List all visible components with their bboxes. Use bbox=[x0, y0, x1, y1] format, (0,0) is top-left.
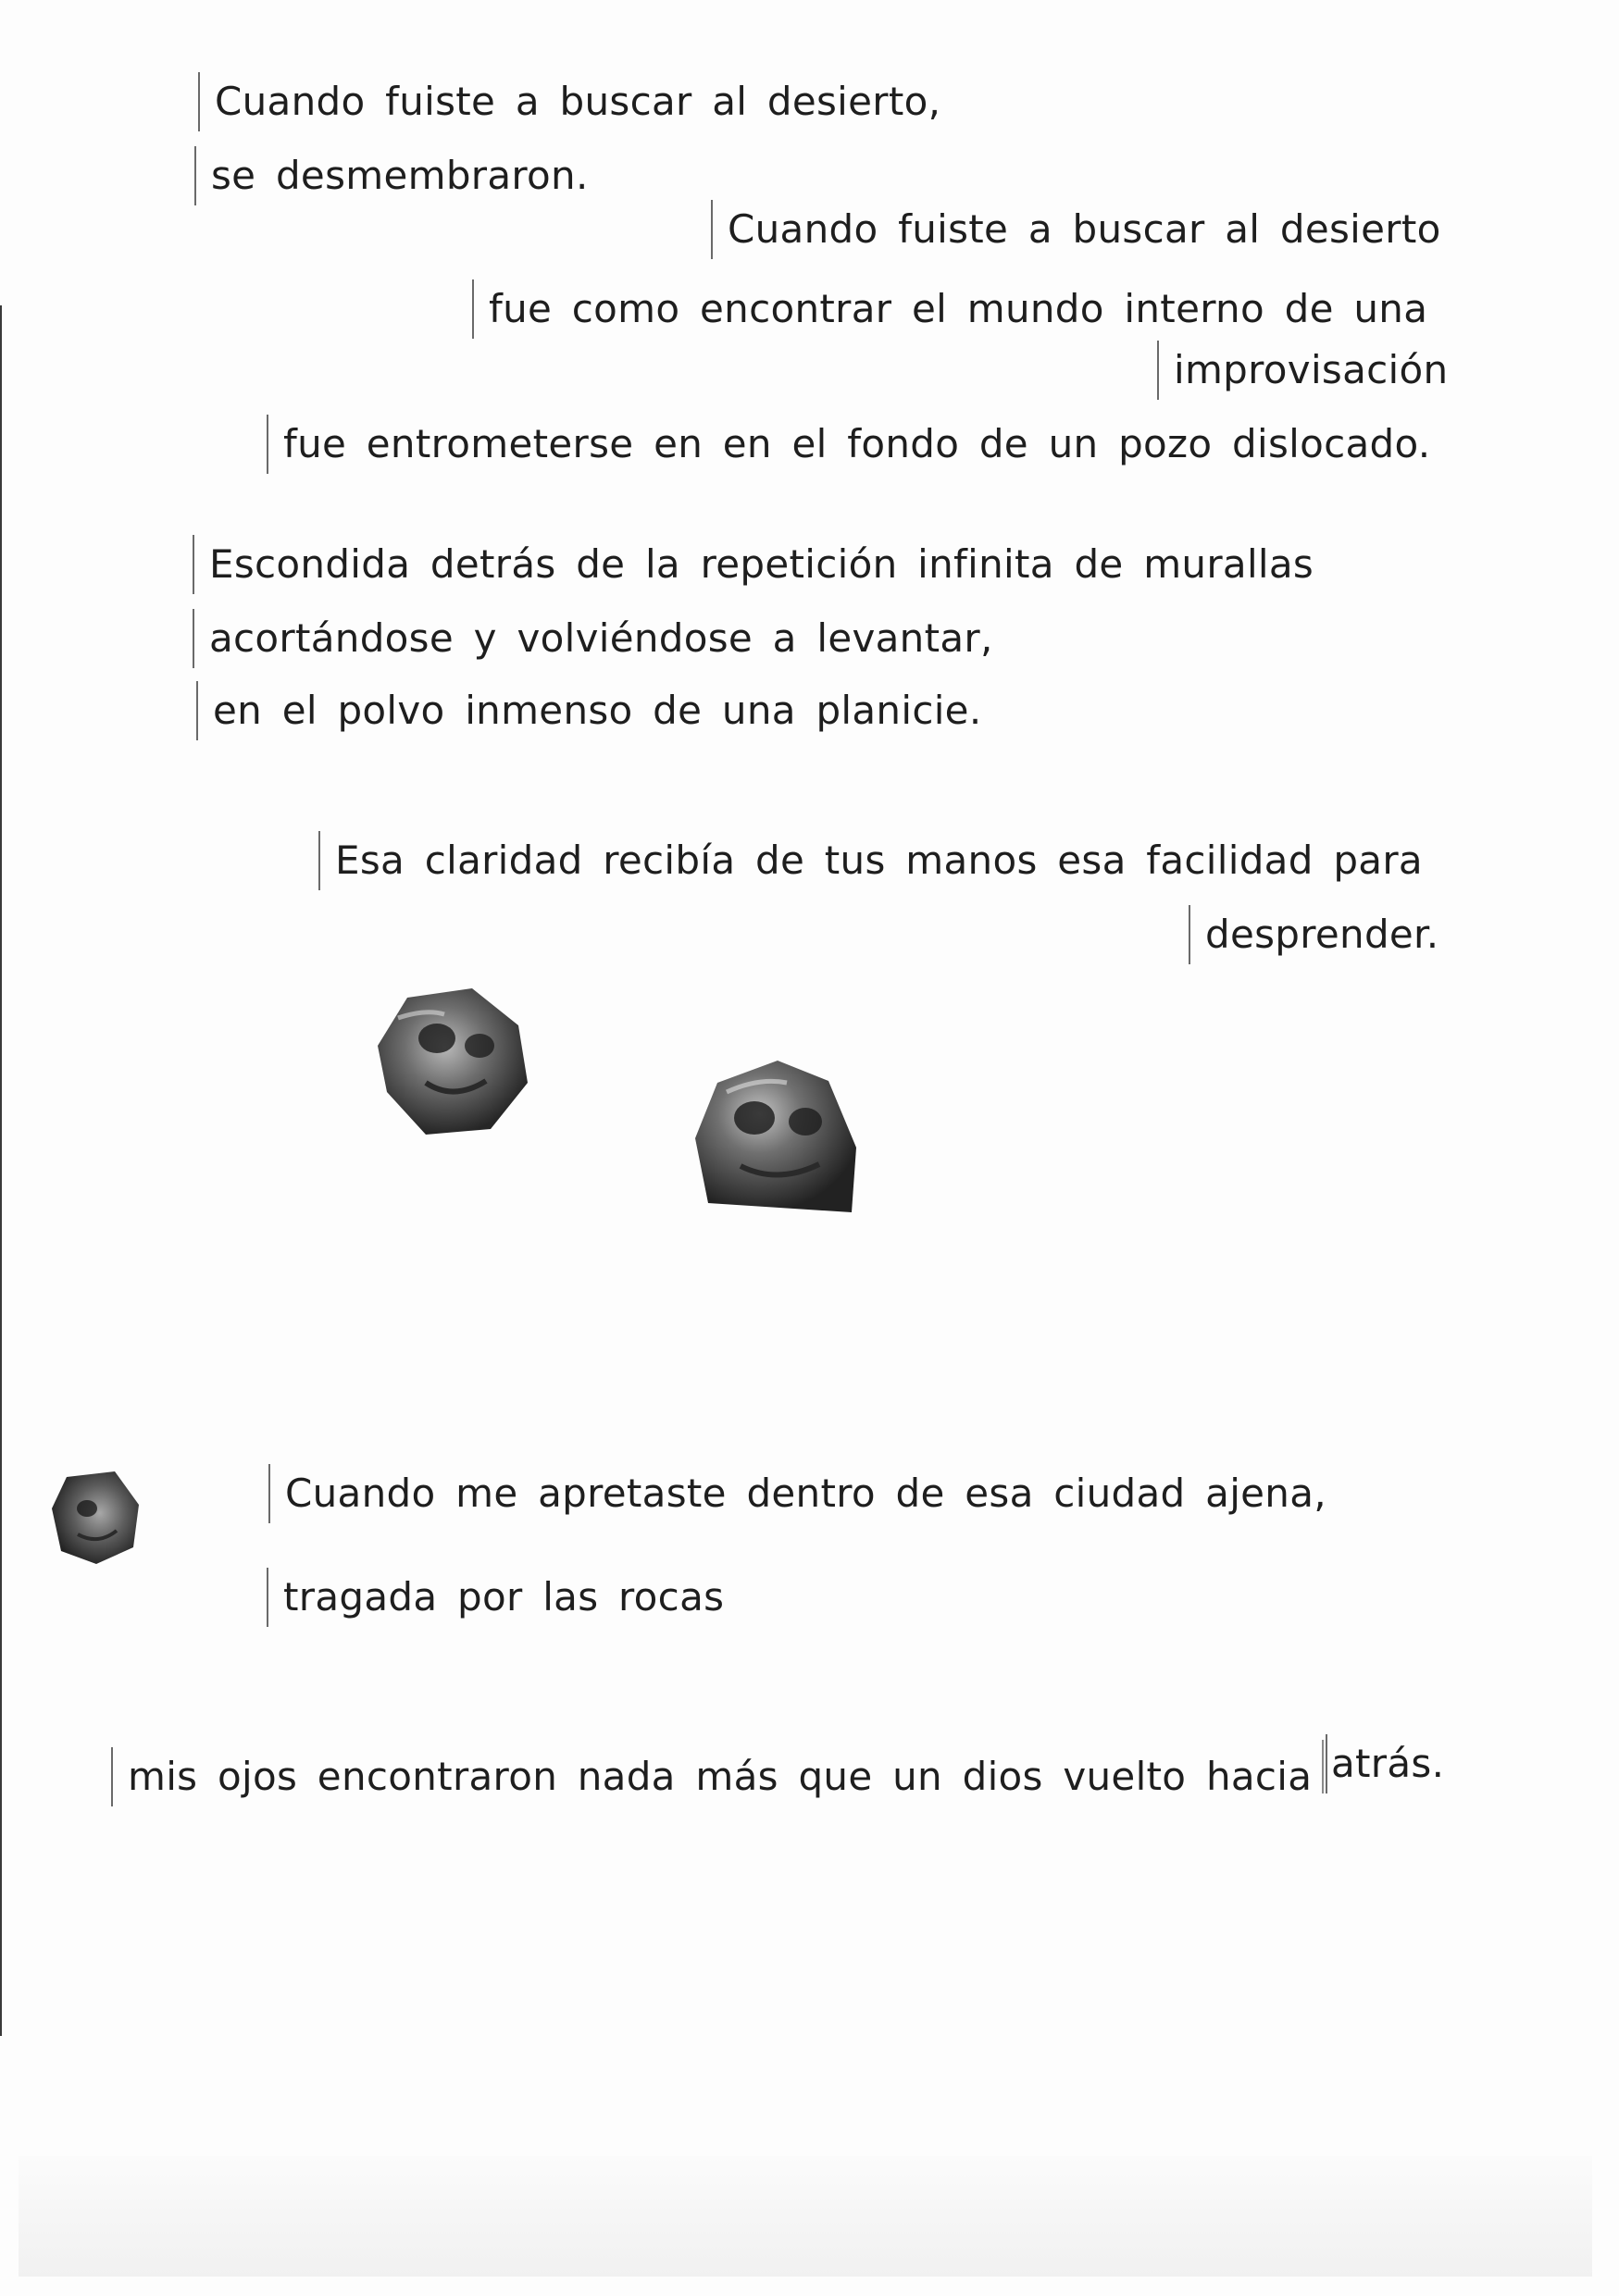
poem-line: Escondida detrás de la repetición infinita de murallas bbox=[193, 540, 1314, 589]
poem-line: se desmembraron. bbox=[194, 152, 589, 200]
small-stone-image bbox=[50, 1468, 143, 1566]
poem-line: en el polvo inmenso de una planicie. bbox=[196, 687, 981, 735]
poem-line: mis ojos encontraron nada más que un dios vuelto hacia bbox=[111, 1753, 1312, 1801]
scan-shadow bbox=[19, 2156, 1592, 2277]
poem-line: Cuando fuiste a buscar al desierto bbox=[711, 205, 1441, 254]
poem-line: improvisación bbox=[1157, 346, 1448, 394]
poem-line-fragment: atrás. bbox=[1326, 1740, 1444, 1788]
poem-line: desprender. bbox=[1189, 911, 1438, 959]
skull-stone-image bbox=[690, 1055, 861, 1217]
poem-line: Esa claridad recibía de tus manos esa facilidad para bbox=[318, 837, 1423, 885]
poem-line: fue entrometerse en en el fondo de un pozo dislocado. bbox=[267, 420, 1430, 468]
poem-line: Cuando me apretaste dentro de esa ciudad ajena, bbox=[268, 1470, 1326, 1518]
poem-line: acortándose y volviéndose a levantar, bbox=[193, 614, 993, 663]
poem-line: tragada por las rocas bbox=[267, 1573, 724, 1621]
poem-line: fue como encontrar el mundo interno de una bbox=[472, 285, 1427, 333]
skull-stone-image bbox=[370, 981, 532, 1138]
scan-edge bbox=[0, 305, 2, 2036]
cut-mark bbox=[1322, 1740, 1324, 1793]
poem-line: Cuando fuiste a buscar al desierto, bbox=[198, 78, 940, 126]
